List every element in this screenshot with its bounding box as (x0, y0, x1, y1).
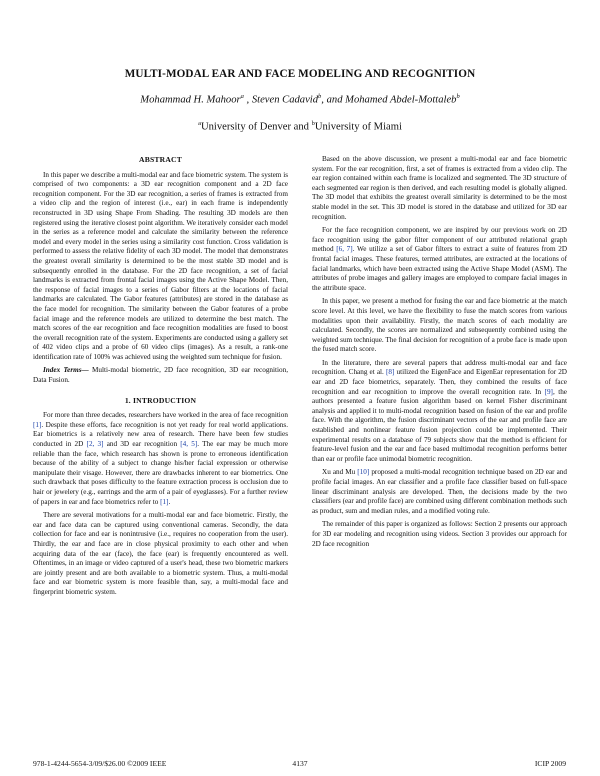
introduction-heading: 1. INTRODUCTION (124, 395, 197, 405)
citation-link[interactable]: [8] (385, 368, 395, 377)
intro-paragraph-5: In this paper, we present a method for fusing the ear and face biometric at the match score level. At this level, we have the flexibility to fuse the match scores from various modalities upon their availability. Firstly, the match scores of each modality are calculated. Secondly, the scores are normalized and subsequently combined using the weighted sum technique. The final decision for recognition of a probe face is made upon the fused match score. (312, 297, 567, 354)
right-column (312, 155, 567, 553)
intro-paragraph-1 (33, 411, 288, 507)
paper-title: MULTI-MODAL EAR AND FACE MODELING AND RECOGNITION (124, 68, 476, 80)
citation-link[interactable]: [2, 3] (86, 440, 104, 449)
body-text: . (168, 497, 171, 506)
body-text: . The ear may be much more reliable than the face, which research has shown is prone to erroneous identification because of the ability of a subject to change his/her facial expression or otherwise manipulate their visage. However, there are drawbacks inherent to ear biometrics. One such drawback that poses difficulty to the feature extraction process is occlusion due to hair or jewelery (e.g., earrings and the arm of a pair of eyeglasses). For a further review of papers in ear and face biometrics refer to (33, 440, 288, 506)
body-text: For the face recognition component, we are inspired by our previous work on 2D face recognition using the gabor filter component of our attributed relational graph method (312, 226, 567, 254)
index-terms-text: Multi-modal biometric, 2D face recognition, 3D ear recognition, Data Fusion. (33, 366, 288, 385)
author-mahoor: Mohammad H. Mahoor (140, 94, 241, 106)
body-text: , the authors presented a feature fusion algorithm based on kernel Fisher discriminant analysis and applied it to multi-modal recognition based on fusion of the ear and profile face. With the algorithm, the fusion discriminant vectors of the ear and profile face are established and nonlinear feature fusion projection could be implemented. Their experimental results on a database of 79 subjects show that the method is efficient for feature-level fusion and the ear and face based multimodal recognition performs better than ear or profile face unimodal biometric recognition. (312, 387, 568, 463)
author-separator: , (243, 94, 252, 106)
affiliation-mark: b (456, 93, 460, 100)
abstract-text: In this paper we describe a multi-modal ear and face biometric system. The system is comprised of two components: a 3D ear recognition component and a 2D face recognition component. For the 3D ear recognition, a series of frames is extracted from a video clip and the region of interest (i.e., ear) in each frame is independently reconstructed in 3D using Shape From Shading. The resulting 3D models are then registered using the iterative closest point algorithm. We iteratively consider each model in the series as a reference model and calculate the similarity between the reference model and every model in the series using a similarity cost function. Cross validation is performed to assess the relative fidelity of each 3D model. The model that demonstrates the greatest overall similarity is determined to be the most stable 3D model and is subsequently enrolled in the database. For the 2D face recognition, a set of facial landmarks is extracted from frontal facial images using the Active Shape Model. Then, the response of facial images to a series of Gabor filters at the locations of facial landmarks are calculated. The Gabor features (attributes) are stored in the database as the face model for recognition. The similarity between the Gabor features of a probe facial image and the reference models are utilized to determine the best match. The match scores of the ear recognition and face recognition modalities are fused to boost the overall recognition rate of the system. Experiments are conducted using a gallery set of 402 video clips and a probe of 60 video clips (images). As a result, a rank-one identification rate of 100% was achieved using the weighted sum technique for fusion. (33, 170, 288, 361)
affiliation-mark: b (311, 120, 315, 127)
citation-link[interactable]: [1] (33, 420, 42, 429)
footer-isbn: 978-1-4244-5654-3/09/$26.00 ©2009 IEEE (33, 759, 167, 768)
citation-link[interactable]: [6, 7] (336, 245, 353, 254)
affiliation-mark: a (198, 120, 201, 127)
affiliation-line (0, 120, 600, 133)
intro-paragraph-3: Based on the above discussion, we present a multi-modal ear and face biometric system. For the ear recognition, first, a set of frames is extracted from a video clip. The ear region contained within each frame is localized and segmented. The 3D structure of each segmented ear region is then derived, and each resulting model is globally aligned. The 3D model that exhibits the greatest overall similarity is determined to be the most stable model in the set. This 3D model is stored in the database and utilized for 3D ear recognition. (312, 155, 567, 221)
body-text: proposed a multi-modal recognition technique based on 2D ear and profile facial images. An ear classifier and a profile face classifier based on full-space linear discriminant analysis are developed. Then, the decisions made by the two classifiers (ear and profile face) are combined using different combination methods such as product, sum and median rules, and a modified voting rule. (312, 468, 567, 515)
body-text: . Despite these efforts, face recognition is not yet ready for real world applications. Ear biometrics is a relatively new area of research. There have been few studies conducted in 2D (33, 420, 288, 449)
citation-link[interactable]: [1] (160, 497, 169, 506)
intro-paragraph-7 (312, 468, 567, 516)
affiliation-mark: a (240, 93, 244, 100)
index-terms-label: Index Terms— (43, 366, 89, 375)
body-text: For more than three decades, researchers have worked in the area of face recognition (43, 411, 288, 420)
abstract-heading: ABSTRACT (139, 155, 182, 164)
affiliation-denver: University of Denver and (200, 121, 312, 133)
left-column (33, 155, 288, 602)
body-text: In the literature, there are several papers that address multi-modal ear and face recognition. Chang et al. (312, 358, 567, 377)
citation-link[interactable]: [10] (357, 468, 370, 477)
index-terms (33, 366, 288, 385)
footer-conference: ICIP 2009 (534, 759, 566, 768)
citation-link[interactable]: [4, 5] (180, 440, 198, 449)
author-line (0, 93, 600, 106)
author-cadavid: Steven Cadavid (251, 94, 319, 106)
intro-paragraph-6 (312, 359, 567, 465)
author-separator: , and (321, 94, 346, 106)
intro-paragraph-8: The remainder of this paper is organized as follows: Section 2 presents our approach for 3D ear modeling and recognition using videos. Section 3 provides our approach for 2D face recognition (312, 520, 567, 548)
intro-paragraph-4 (312, 226, 567, 293)
citation-link[interactable]: [9] (544, 387, 553, 396)
intro-paragraph-2: There are several motivations for a multi-modal ear and face biometric. Firstly, the ear and face data can be captured using conventional cameras. Secondly, the data collection for face and ear is nonintrusive (i.e., requires no cooperation from the user). Thirdly, the ear and face are in close physical proximity to each other and when acquiring data of the ear (face), the face (ear) is frequently encountered as well. Oftentimes, in an image or video captured of a user's head, these two biometric markers are jointly present and are both available to a biometric system. Thus, a multi-modal face and ear biometric system is more feasible than, say, a multi-modal face and fingerprint biometric system. (33, 511, 288, 596)
affiliation-mark: b (318, 93, 322, 100)
body-text: and 3D ear recognition (103, 440, 181, 449)
body-text: . We utilize a set of Gabor filters to extract a suite of features from 2D frontal facial images. These features, termed attributes, are extracted at the locations of facial landmarks, which have been extracted using the Active Shape Model (ASM). The attributes of probe images and gallery images are employed to compare facial images in the attribute space. (312, 245, 568, 292)
author-abdel-mottaleb: Mohamed Abdel-Mottaleb (345, 94, 457, 106)
affiliation-miami: University of Miami (314, 121, 402, 133)
footer-page-number: 4137 (292, 759, 308, 768)
body-text: Xu and Mu (322, 468, 358, 477)
body-text: utilized the EigenFace and EigenEar representation for 2D ear and 2D face biometrics, separately. Then, they combined the results of face recognition and ear recognition to improve the overall recognition rate. In (312, 368, 567, 396)
